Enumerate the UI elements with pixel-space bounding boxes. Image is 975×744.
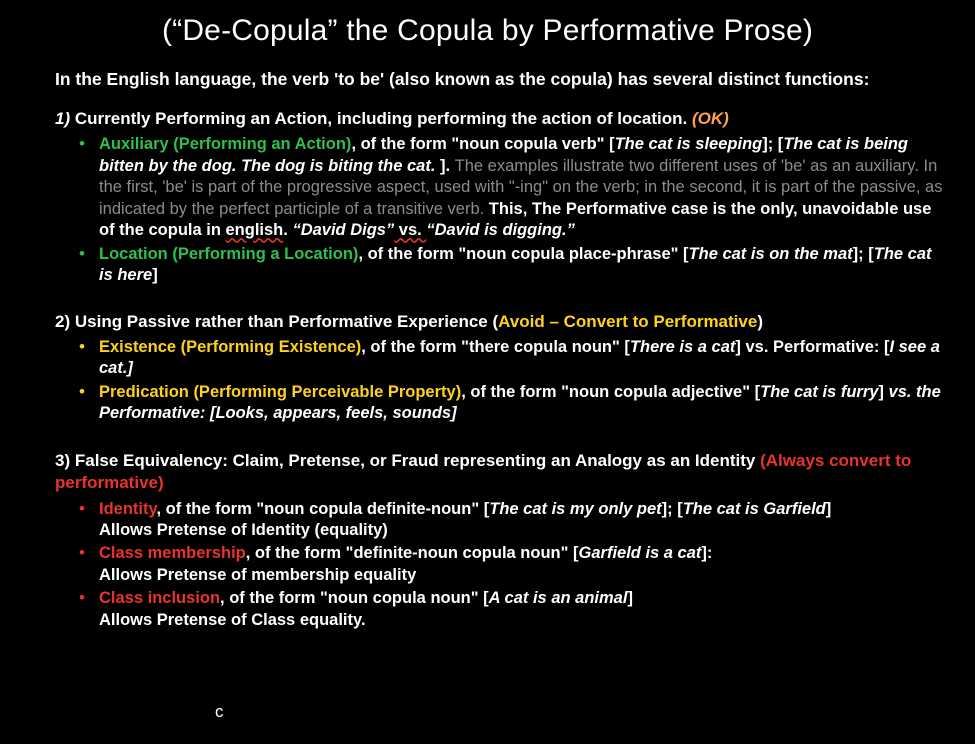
list-item — [77, 337, 947, 380]
section-1-heading-tail: . — [682, 109, 688, 129]
bullet-vs: vs. — [888, 382, 912, 401]
bullet-subline: Allows Pretense of Identity (equality) — [99, 521, 388, 539]
bullet-example-1: The cat is sleeping — [614, 135, 763, 154]
bullet-lead: Class inclusion — [99, 589, 221, 608]
bullet-tail-c: . — [283, 221, 293, 240]
footer-mark: c — [215, 702, 224, 721]
bullet-mid-2: ]. — [435, 156, 455, 175]
section-2 — [0, 311, 975, 425]
section-2-heading — [55, 311, 947, 333]
section-1-number: 1) — [55, 109, 71, 129]
bullet-example-1: Garfield is a cat — [578, 544, 702, 563]
bullet-subline: Allows Pretense of membership equality — [99, 565, 417, 584]
bullet-grey-note: The examples illustrate two different uses of 'be' as an auxiliary. In the first, 'be' is part of the progressive aspect, used with "-ing" on the verb; in the second, it is part of the passive, as indicated by the perfect participle of a transitive verb. — [99, 156, 943, 218]
section-1-heading — [55, 108, 947, 130]
section-2-bullets — [55, 337, 947, 425]
section-2-note: Avoid – Convert to Performative — [498, 311, 758, 331]
list-item — [77, 244, 947, 287]
bullet-body: , of the form "there copula noun" [ — [361, 337, 630, 356]
section-1 — [0, 108, 975, 286]
list-item — [77, 382, 947, 425]
bullet-quote-1: “David Digs” — [292, 221, 395, 240]
list-item — [77, 499, 947, 542]
bullet-body: , of the form "noun copula noun" [ — [220, 589, 489, 608]
bullet-mid-1: ]; [ — [852, 244, 874, 263]
bullet-mid-2: ] — [825, 499, 832, 518]
bullet-mid-1: ] — [878, 382, 889, 401]
bullet-example-1: The cat is on the mat — [688, 244, 853, 263]
section-3-note: (Always convert to performative) — [55, 451, 912, 493]
bullet-lead: Auxiliary (Performing an Action) — [99, 135, 352, 154]
bullet-lead: Location (Performing a Location) — [99, 244, 359, 263]
list-item — [77, 543, 947, 586]
bullet-tail-squiggle: english — [225, 221, 284, 240]
bullet-example-1: The cat is my only pet — [489, 499, 662, 518]
bullet-body: , of the form "noun copula verb" [ — [351, 135, 615, 154]
bullet-example-2: The cat is Garfield — [682, 499, 826, 518]
bullet-mid-1: ]; [ — [661, 499, 683, 518]
section-3-heading — [55, 450, 947, 494]
bullet-example-1: A cat is an animal — [488, 589, 628, 608]
section-2-heading-text: Using Passive rather than Performative Experience — [74, 311, 488, 331]
bullet-lead: Identity — [99, 499, 157, 518]
bullet-mid-1: ] — [627, 589, 633, 608]
bullet-quote-2: “David is digging.” — [426, 221, 575, 240]
section-1-note: (OK) — [691, 109, 729, 129]
bullet-mid-1: ] vs. Performative: [ — [735, 337, 890, 356]
bullet-example-2: I see a cat.] — [99, 337, 940, 378]
list-item — [77, 588, 947, 631]
intro-paragraph: In the English language, the verb 'to be' (also known as the copula) has several distinct functions: — [55, 68, 870, 89]
bullet-body: , of the form "noun copula adjective" [ — [461, 382, 761, 401]
bullet-example-2: The cat is here — [99, 244, 932, 285]
section-3-bullets — [55, 499, 947, 632]
bullet-body: , of the form "noun copula place-phrase" [ — [358, 244, 689, 263]
bullet-lead: Class membership — [99, 544, 246, 563]
bullet-mid-1: ]: — [701, 544, 713, 563]
bullet-example-2: the Performative: [Looks, appears, feels, sounds] — [99, 382, 941, 422]
section-1-heading-text: Currently Performing an Action, including performing the action of location — [74, 109, 683, 129]
section-2-paren-close: ) — [757, 311, 763, 331]
section-1-bullets — [55, 134, 947, 286]
bullet-mid-2: ] — [152, 266, 158, 285]
bullet-mid-1: ]; [ — [762, 135, 784, 154]
slide — [0, 14, 975, 744]
bullet-example-1: There is a cat — [629, 337, 736, 356]
bullet-example-1: The cat is furry — [760, 382, 879, 401]
page-title: (“De-Copula” the Copula by Performative Prose) — [161, 14, 814, 47]
bullet-tail-a: This, The — [484, 199, 566, 218]
section-2-paren-open: ( — [487, 311, 499, 331]
bullet-tail-bold: Performative — [565, 199, 667, 218]
section-2-number: 2) — [55, 311, 71, 331]
bullet-lead: Existence (Performing Existence) — [99, 337, 362, 356]
bullet-body: , of the form "noun copula definite-noun" [ — [156, 499, 490, 518]
bullet-tail-vs: vs. — [394, 221, 427, 240]
list-item — [77, 134, 947, 241]
section-3 — [0, 450, 975, 631]
bullet-lead: Predication (Performing Perceivable Property) — [99, 382, 462, 401]
bullet-body: , of the form "definite-noun copula noun" [ — [245, 544, 579, 563]
section-3-heading-text: False Equivalency: Claim, Pretense, or Fraud representing an Analogy as an Identity — [74, 451, 756, 471]
bullet-subline: Allows Pretense of Class equality. — [99, 610, 366, 629]
bullet-tail-b: case is the only, unavoidable use of the copula in — [99, 199, 932, 240]
bullet-example-2: The cat is being bitten by the dog. The dog is biting the cat. — [99, 135, 909, 175]
section-3-number: 3) — [55, 451, 71, 471]
